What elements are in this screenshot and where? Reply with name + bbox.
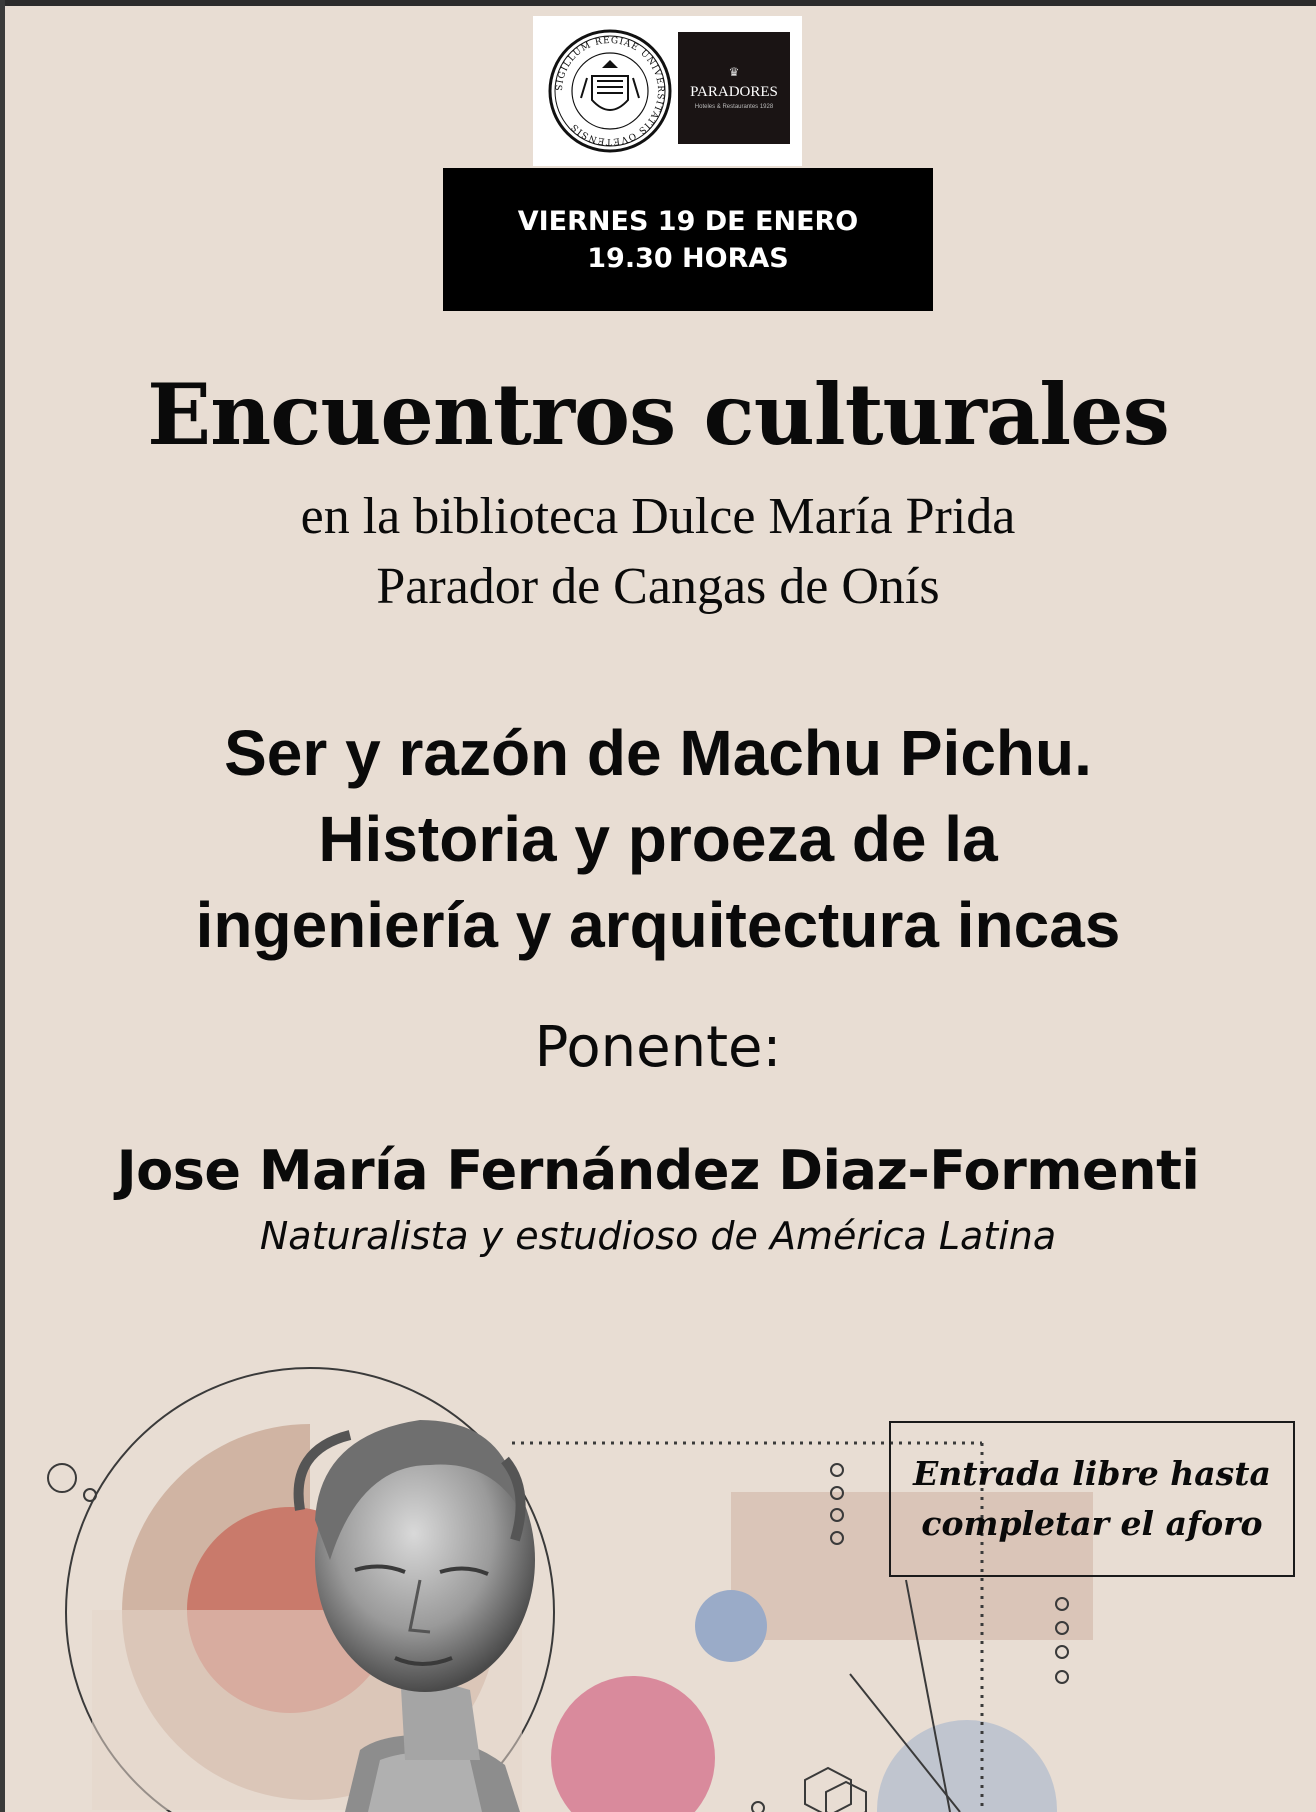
top-border (0, 0, 1316, 6)
small-ring-1 (48, 1464, 76, 1492)
blue-circle-small (695, 1590, 767, 1662)
speaker-label: Ponente: (534, 1015, 782, 1080)
blue-circle-large (877, 1720, 1057, 1812)
talk-title-line-3: ingeniería y arquitectura incas (195, 889, 1121, 961)
hexagons (805, 1768, 866, 1812)
venue (0, 482, 1316, 622)
talk-title (0, 710, 1316, 968)
talk-title-line-2: Historia y proeza de la (318, 803, 998, 875)
venue-line-1: en la biblioteca Dulce María Prida (300, 488, 1016, 545)
small-ring-2 (84, 1489, 96, 1501)
event-date: VIERNES 19 DE ENERO (517, 205, 859, 237)
free-entry-notice (889, 1421, 1295, 1577)
talk-title-line-1: Ser y razón de Machu Pichu. (224, 717, 1092, 789)
paradores-tagline: Hoteles & Restaurantes 1928 (694, 104, 774, 110)
free-entry-line-1: Entrada libre hasta (913, 1454, 1271, 1493)
university-seal-icon (547, 28, 673, 154)
crown-icon: ♛ (728, 65, 740, 79)
speaker-role: Naturalista y estudioso de América Latina (259, 1214, 1057, 1258)
event-datetime-box (443, 168, 933, 311)
svg-text:SIGILLUM REGIAE UNIVERSITATIS: SIGILLUM REGIAE UNIVERSITATIS OVETENSIS (554, 35, 666, 147)
page-title: Encuentros culturales (147, 365, 1169, 464)
event-time: 19.30 HORAS (587, 242, 789, 274)
paradores-logo (678, 32, 790, 144)
free-entry-line-2: completar el aforo (921, 1504, 1263, 1543)
logo-banner (533, 16, 802, 166)
speaker-name: Jose María Fernández Diaz-Formenti (116, 1139, 1200, 1202)
paradores-name: PARADORES (690, 84, 778, 100)
venue-line-2: Parador de Cangas de Onís (376, 558, 940, 615)
pink-circle (551, 1676, 715, 1812)
